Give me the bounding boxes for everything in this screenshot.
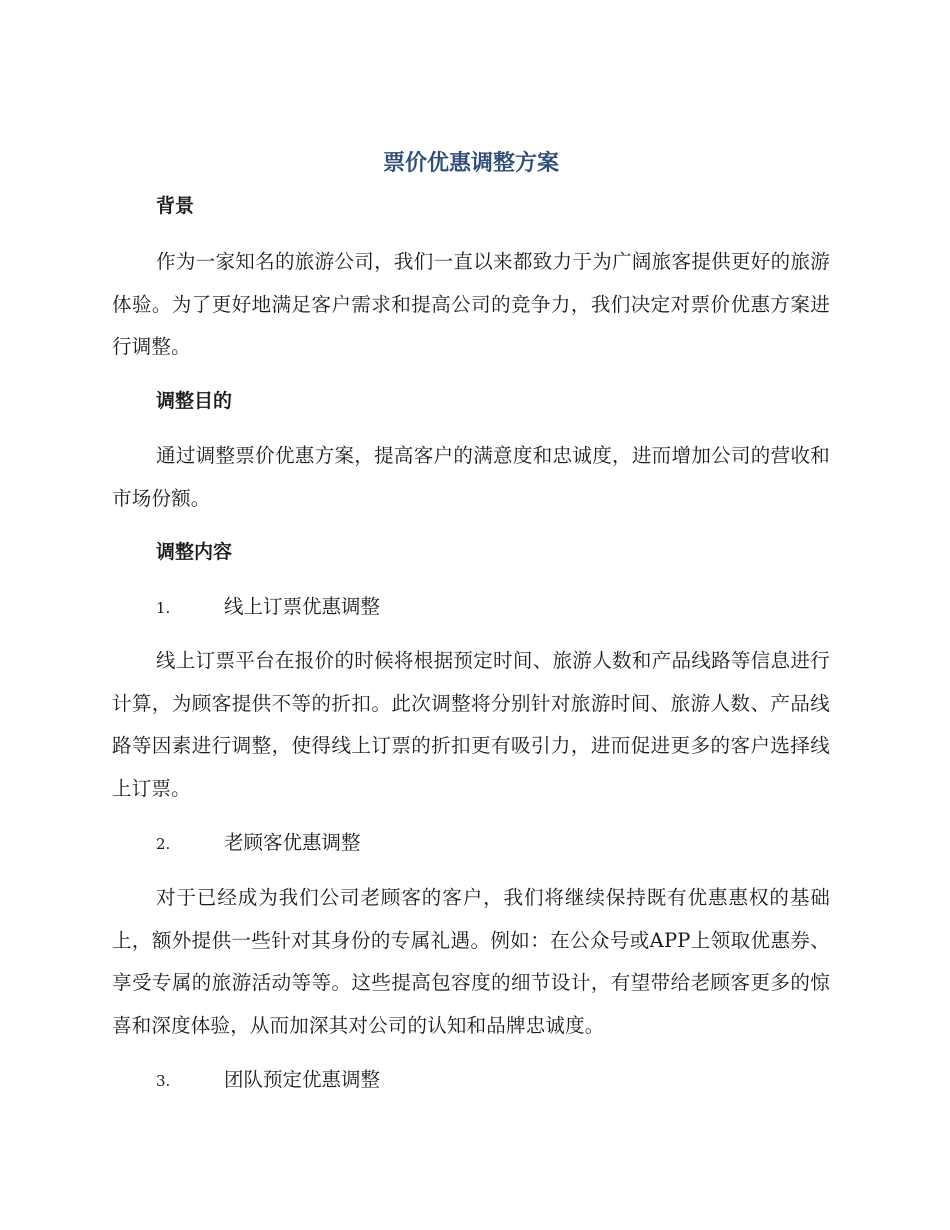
list-number: 1. [156, 599, 171, 617]
paragraph-background: 作为一家知名的旅游公司，我们一直以来都致力于为广阔旅客提供更好的旅游体验。为了更好地满足客户需求和提高公司的竞争力，我们决定对票价优惠方案进行调整。 [112, 250, 830, 358]
list-item-2 [156, 828, 361, 859]
document-title: 票价优惠调整方案 [382, 151, 559, 176]
list-item-3 [156, 1065, 380, 1096]
list-number: 3. [156, 1072, 171, 1090]
list-number: 2. [156, 835, 171, 853]
heading-purpose: 调整目的 [156, 390, 233, 412]
list-label: 线上订票优惠调整 [224, 595, 381, 618]
list-item-1 [156, 592, 380, 623]
heading-background: 背景 [156, 195, 195, 217]
paragraph-purpose: 通过调整票价优惠方案，提高客户的满意度和忠诚度，进而增加公司的营收和市场份额。 [112, 444, 830, 510]
paragraph-item-2: 对于已经成为我们公司老顾客的客户，我们将继续保持既有优惠惠权的基础上，额外提供一些针对其身份的专属礼遇。例如：在公众号或APP上领取优惠券、享受专属的旅游活动等等。这些提高包容度的细节设计，有望带给老顾客更多的惊喜和深度体验，从而加深其对公司的认知和品牌忠诚度。 [112, 886, 830, 1037]
heading-content: 调整内容 [156, 541, 233, 563]
paragraph-item-1: 线上订票平台在报价的时候将根据预定时间、旅游人数和产品线路等信息进行计算，为顾客提供不等的折扣。此次调整将分别针对旅游时间、旅游人数、产品线路等因素进行调整，使得线上订票的折扣更有吸引力，进而促进更多的客户选择线上订票。 [112, 649, 830, 800]
list-label: 老顾客优惠调整 [224, 831, 361, 854]
list-label: 团队预定优惠调整 [224, 1068, 381, 1091]
